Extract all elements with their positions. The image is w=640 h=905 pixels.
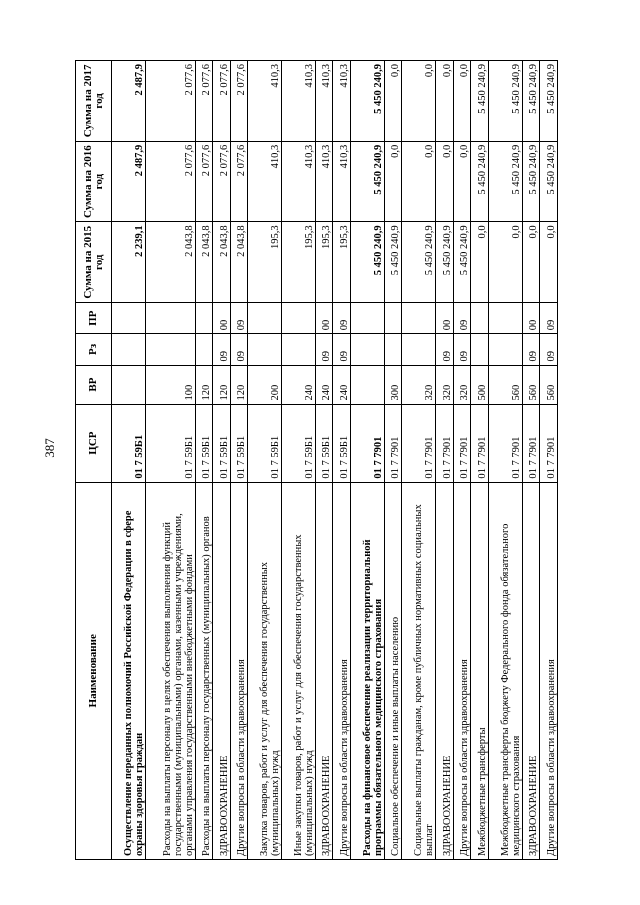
row-rz: 09 [213,334,231,365]
row-csr: 01 7 7901 [471,404,489,482]
row-name: Осуществление переданных полномочий Российской Федерации в сфере охраны здоровья граждан [112,482,146,859]
row-pr [488,303,522,334]
row-name: Другие вопросы в области здравоохранения [540,482,558,859]
row-csr: 01 7 59Б1 [145,404,195,482]
row-rz: 09 [540,334,558,365]
header-vr: ВР [76,365,112,404]
row-sum-2017: 2 077,6 [213,61,231,142]
row-sum-2016: 410,3 [282,141,316,222]
row-name: Закупка товаров, работ и услуг для обеспечения государственных (муниципальных) нужд [248,482,282,859]
row-pr [248,303,282,334]
row-sum-2015: 195,3 [282,222,316,303]
row-csr: 01 7 59Б1 [213,404,231,482]
row-rz [248,334,282,365]
table-row [315,61,333,860]
row-sum-2015: 5 450 240,9 [453,222,471,303]
row-vr: 560 [522,365,540,404]
row-sum-2015: 195,3 [248,222,282,303]
row-vr [112,365,146,404]
row-rz [351,334,385,365]
row-pr [471,303,489,334]
row-sum-2016: 410,3 [248,141,282,222]
table-row [540,61,558,860]
row-vr: 320 [436,365,454,404]
row-csr: 01 7 7901 [384,404,402,482]
row-csr: 01 7 59Б1 [282,404,316,482]
header-name: Наименование [76,482,112,859]
row-rz [112,334,146,365]
header-sum-2015: Сумма на 2015 год [76,222,112,303]
row-vr [351,365,385,404]
row-pr [282,303,316,334]
table-row [333,61,351,860]
row-name: Иные закупки товаров, работ и услуг для обеспечения государственных (муниципальных) нужд [282,482,316,859]
row-name: ЗДРАВООХРАНЕНИЕ [522,482,540,859]
row-pr: 09 [230,303,248,334]
row-name: ЗДРАВООХРАНЕНИЕ [315,482,333,859]
row-name: Межбюджетные трансферты бюджету Федерального фонда обязательного медицинского страхования [488,482,522,859]
row-vr: 320 [453,365,471,404]
table-row [248,61,282,860]
row-pr: 00 [315,303,333,334]
row-csr: 01 7 59Б1 [248,404,282,482]
row-sum-2016: 5 450 240,9 [540,141,558,222]
row-rz [384,334,402,365]
row-csr: 01 7 59Б1 [195,404,213,482]
row-sum-2015: 5 450 240,9 [384,222,402,303]
row-pr [402,303,436,334]
row-pr [384,303,402,334]
row-sum-2015: 2 239,1 [112,222,146,303]
row-csr: 01 7 59Б1 [112,404,146,482]
row-sum-2016: 0,0 [453,141,471,222]
row-vr: 300 [384,365,402,404]
row-sum-2015: 195,3 [333,222,351,303]
budget-table [75,60,558,860]
row-sum-2017: 0,0 [453,61,471,142]
row-rz [402,334,436,365]
row-name: Расходы на финансовое обеспечение реализации территориальной программы обязательного медицинского страхования [351,482,385,859]
row-pr [351,303,385,334]
row-sum-2015: 2 043,8 [195,222,213,303]
row-name: Другие вопросы в области здравоохранения [230,482,248,859]
row-sum-2017: 5 450 240,9 [488,61,522,142]
row-sum-2016: 5 450 240,9 [488,141,522,222]
row-sum-2017: 2 077,6 [195,61,213,142]
row-pr [195,303,213,334]
row-sum-2016: 5 450 240,9 [522,141,540,222]
row-csr: 01 7 59Б1 [333,404,351,482]
row-sum-2017: 2 487,9 [112,61,146,142]
row-sum-2017: 2 077,6 [230,61,248,142]
row-sum-2017: 5 450 240,9 [471,61,489,142]
row-sum-2016: 0,0 [384,141,402,222]
row-rz [282,334,316,365]
table-row [282,61,316,860]
row-sum-2015: 0,0 [488,222,522,303]
row-csr: 01 7 7901 [488,404,522,482]
row-csr: 01 7 7901 [522,404,540,482]
row-rz [145,334,195,365]
row-sum-2017: 5 450 240,9 [522,61,540,142]
row-sum-2015: 0,0 [471,222,489,303]
row-sum-2016: 0,0 [402,141,436,222]
row-csr: 01 7 7901 [540,404,558,482]
row-sum-2017: 2 077,6 [145,61,195,142]
row-vr: 240 [333,365,351,404]
row-sum-2016: 410,3 [315,141,333,222]
row-sum-2015: 2 043,8 [213,222,231,303]
row-name: Расходы на выплаты персоналу государственных (муниципальных) органов [195,482,213,859]
table-row [230,61,248,860]
row-sum-2016: 5 450 240,9 [471,141,489,222]
row-sum-2015: 5 450 240,9 [436,222,454,303]
page-number: 387 [42,438,57,458]
row-name: Социальное обеспечение и иные выплаты населению [384,482,402,859]
row-vr: 560 [540,365,558,404]
row-pr: 09 [453,303,471,334]
row-csr: 01 7 7901 [402,404,436,482]
row-csr: 01 7 59Б1 [230,404,248,482]
row-vr: 100 [145,365,195,404]
header-sum-2016: Сумма на 2016 год [76,141,112,222]
row-name: Межбюджетные трансферты [471,482,489,859]
row-name: Другие вопросы в области здравоохранения [453,482,471,859]
row-vr: 120 [230,365,248,404]
row-sum-2017: 410,3 [315,61,333,142]
row-sum-2017: 410,3 [333,61,351,142]
row-sum-2016: 2 077,6 [213,141,231,222]
row-name: Расходы на выплаты персоналу в целях обеспечения выполнения функций государственными (муниципальными) органами, казенными учреждениями, органами управления государственными внебюджетными фондами [145,482,195,859]
rotated-table-wrapper [75,60,558,860]
table-row [453,61,471,860]
row-name: ЗДРАВООХРАНЕНИЕ [436,482,454,859]
row-vr: 120 [195,365,213,404]
header-csr: ЦСР [76,404,112,482]
table-row [384,61,402,860]
row-rz [488,334,522,365]
row-csr: 01 7 7901 [436,404,454,482]
row-rz [471,334,489,365]
row-vr: 120 [213,365,231,404]
table-row [145,61,195,860]
row-rz: 09 [453,334,471,365]
header-pr: ПР [76,303,112,334]
row-sum-2016: 2 487,9 [112,141,146,222]
table-row [351,61,385,860]
row-sum-2015: 195,3 [315,222,333,303]
row-csr: 01 7 7901 [453,404,471,482]
row-sum-2016: 410,3 [333,141,351,222]
row-sum-2016: 2 077,6 [145,141,195,222]
row-pr: 00 [522,303,540,334]
row-sum-2017: 5 450 240,9 [540,61,558,142]
row-sum-2015: 0,0 [522,222,540,303]
row-sum-2017: 410,3 [282,61,316,142]
table-row [522,61,540,860]
table-row [488,61,522,860]
row-vr: 320 [402,365,436,404]
row-sum-2016: 0,0 [436,141,454,222]
row-pr [112,303,146,334]
row-sum-2016: 5 450 240,9 [351,141,385,222]
table-row [213,61,231,860]
table-row [402,61,436,860]
row-sum-2017: 0,0 [436,61,454,142]
row-csr: 01 7 7901 [351,404,385,482]
row-rz: 09 [436,334,454,365]
table-row [436,61,454,860]
row-name: Другие вопросы в области здравоохранения [333,482,351,859]
row-pr [145,303,195,334]
row-sum-2017: 0,0 [384,61,402,142]
row-pr: 00 [436,303,454,334]
row-sum-2016: 2 077,6 [195,141,213,222]
row-sum-2017: 0,0 [402,61,436,142]
row-rz [195,334,213,365]
row-rz: 09 [315,334,333,365]
table-row [112,61,146,860]
row-sum-2015: 5 450 240,9 [351,222,385,303]
row-rz: 09 [230,334,248,365]
row-csr: 01 7 59Б1 [315,404,333,482]
row-sum-2015: 0,0 [540,222,558,303]
row-name: ЗДРАВООХРАНЕНИЕ [213,482,231,859]
row-vr: 200 [248,365,282,404]
row-sum-2015: 5 450 240,9 [402,222,436,303]
row-vr: 500 [471,365,489,404]
header-rz: Рз [76,334,112,365]
row-vr: 560 [488,365,522,404]
header-sum-2017: Сумма на 2017 год [76,61,112,142]
row-rz: 09 [522,334,540,365]
row-name: Социальные выплаты гражданам, кроме публичных нормативных социальных выплат [402,482,436,859]
table-header-row [76,61,112,860]
row-vr: 240 [315,365,333,404]
row-pr: 09 [333,303,351,334]
row-sum-2015: 2 043,8 [145,222,195,303]
row-pr: 00 [213,303,231,334]
row-sum-2017: 5 450 240,9 [351,61,385,142]
row-rz: 09 [333,334,351,365]
table-row [471,61,489,860]
row-sum-2016: 2 077,6 [230,141,248,222]
row-vr: 240 [282,365,316,404]
row-sum-2015: 2 043,8 [230,222,248,303]
table-row [195,61,213,860]
row-pr: 09 [540,303,558,334]
row-sum-2017: 410,3 [248,61,282,142]
